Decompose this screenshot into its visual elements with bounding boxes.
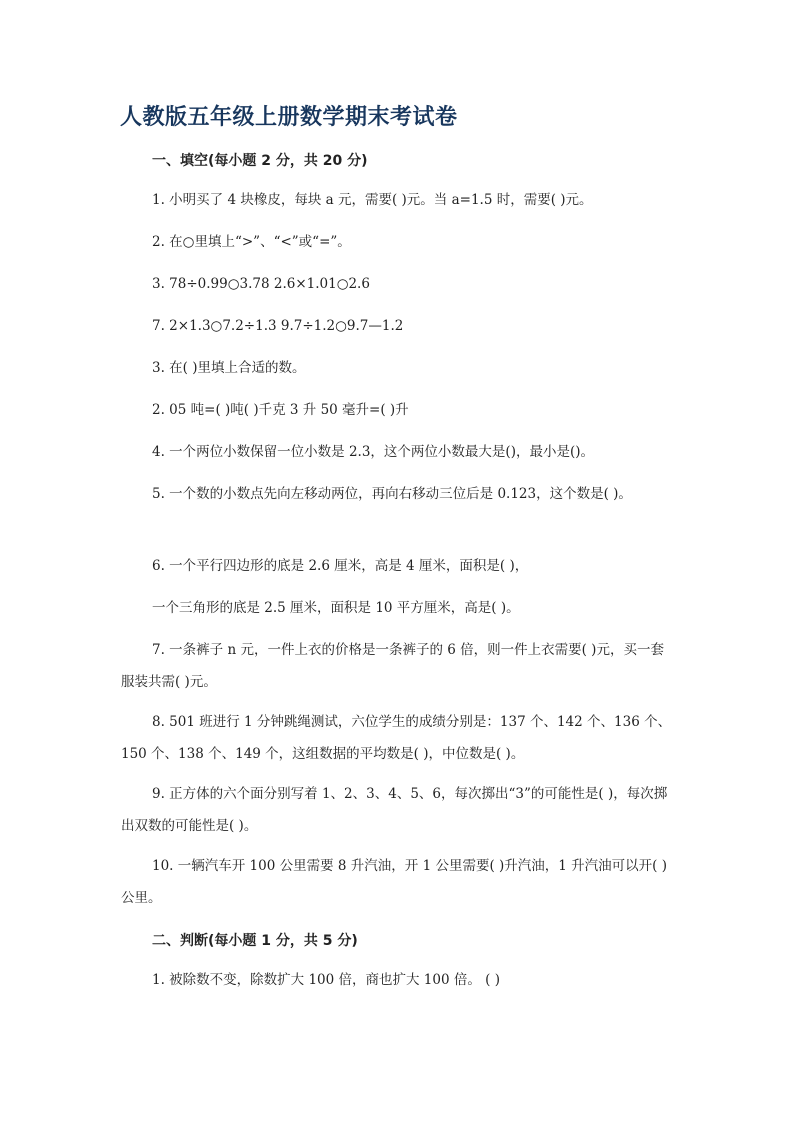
question-line: 一个三角形的底是 2.5 厘米，面积是 10 平方厘米，高是( )。 [152, 600, 520, 616]
section-heading-judgement: 二、判断(每小题 1 分，共 5 分) [152, 933, 358, 949]
question-line: 1. 被除数不变，除数扩大 100 倍，商也扩大 100 倍。 ( ) [152, 972, 500, 988]
section-heading-fill-blank: 一、填空(每小题 2 分，共 20 分) [152, 153, 368, 169]
question-line: 2. 05 吨=( )吨( )千克 3 升 50 毫升=( )升 [152, 402, 409, 418]
question-line: 2. 在○里填上“>”、“<”或“=”。 [152, 234, 351, 250]
question-line: 7. 2×1.3○7.2÷1.3 9.7÷1.2○9.7—1.2 [152, 318, 404, 334]
question-paragraph: 8. 501 班进行 1 分钟跳绳测试，六位学生的成绩分别是：137 个、142 个、136 个、150 个、138 个、149 个，这组数据的平均数是( )，中位数是( )。 [121, 714, 672, 762]
question-paragraph: 5. 一个数的小数点先向左移动两位，再向右移动三位后是 0.123，这个数是( )。 [152, 486, 632, 502]
question-paragraph: 10. 一辆汽车开 100 公里需要 8 升汽油，开 1 公里需要( )升汽油，1 升汽油可以开( )公里。 [121, 858, 667, 906]
question-paragraph: 9. 正方体的六个面分别写着 1、2、3、4、5、6，每次掷出“3”的可能性是( )，每次掷出双数的可能性是( )。 [121, 786, 668, 834]
page-title: 人教版五年级上册数学期末考试卷 [120, 105, 458, 130]
question-line: 3. 78÷0.99○3.78 2.6×1.01○2.6 [152, 276, 370, 292]
question-line: 4. 一个两位小数保留一位小数是 2.3，这个两位小数最大是()，最小是()。 [152, 444, 594, 460]
question-line: 3. 在( )里填上合适的数。 [152, 360, 306, 376]
question-line: 6. 一个平行四边形的底是 2.6 厘米，高是 4 厘米，面积是( )， [152, 558, 529, 574]
question-line: 1. 小明买了 4 块橡皮，每块 a 元，需要( )元。当 a=1.5 时，需要( )元。 [152, 192, 593, 208]
question-paragraph: 7. 一条裤子 n 元，一件上衣的价格是一条裤子的 6 倍，则一件上衣需要( )元，买一套服装共需( )元。 [121, 642, 664, 690]
